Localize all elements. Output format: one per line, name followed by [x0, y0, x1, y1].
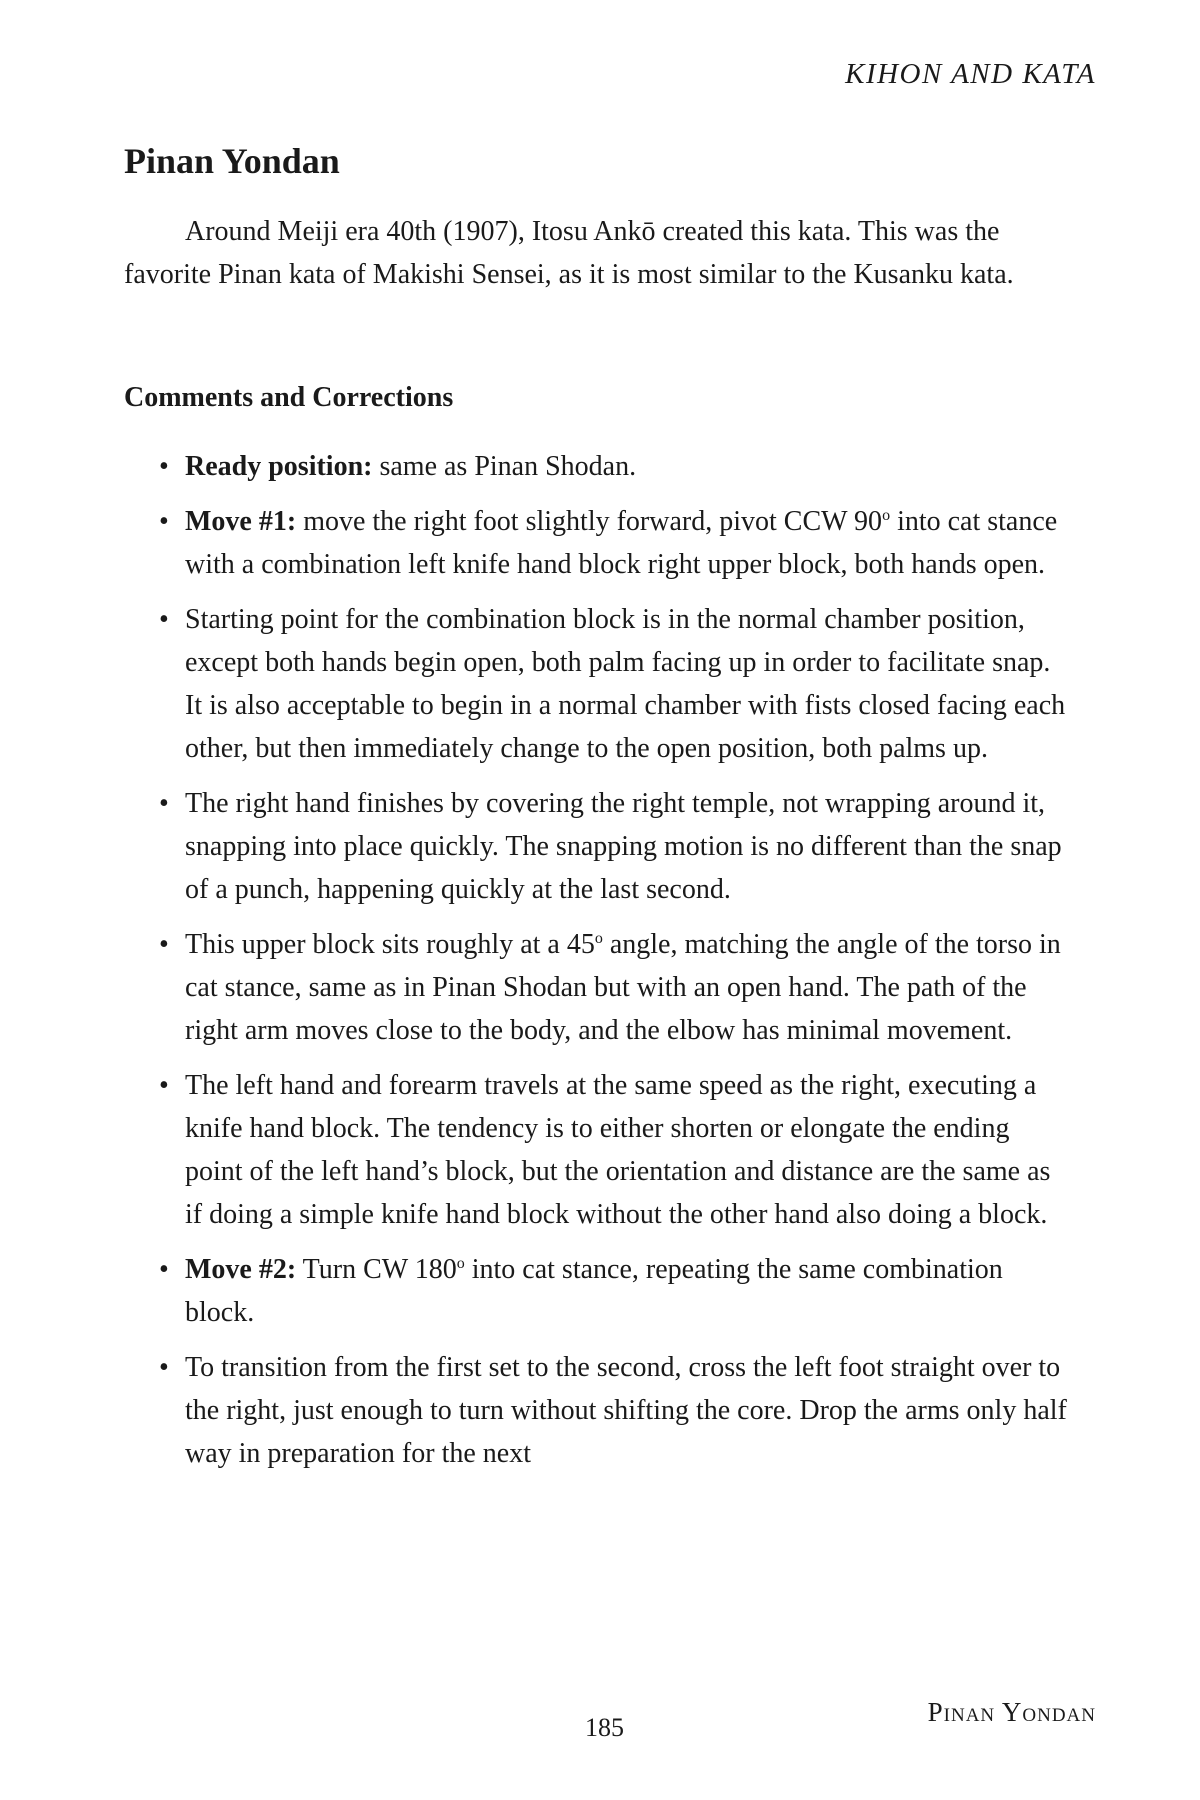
intro-paragraph: Around Meiji era 40th (1907), Itosu Ankō created this kata. This was the favorite Pinan kata of Makishi Sensei, as it is most similar to the Kusanku kata.: [124, 216, 1014, 290]
item-text: Turn CW 180: [296, 1254, 457, 1285]
list-item: [124, 1064, 1069, 1236]
bullet-icon: •: [159, 604, 169, 635]
item-text-continued: into cat stance, repeating the same combination block.: [185, 1254, 1003, 1328]
item-text: This upper block sits roughly at a 45: [185, 929, 595, 960]
bullet-icon: •: [159, 1352, 169, 1383]
list-item: [124, 598, 1069, 770]
list-item: [124, 1248, 1069, 1334]
list-item: [124, 923, 1069, 1052]
page-title: Pinan Yondan: [124, 141, 340, 181]
bullet-icon: •: [159, 788, 169, 819]
section-heading: Comments and Corrections: [124, 382, 454, 413]
item-lead: Move #2:: [185, 1254, 297, 1285]
item-lead: Move #1:: [185, 506, 297, 537]
list-item: [124, 500, 1069, 586]
item-text-continued: angle, matching the angle of the torso in cat stance, same as in Pinan Shodan but with an open hand. The path of the right arm moves close to the body, and the elbow has minimal movement.: [185, 929, 1061, 1046]
list-item: [124, 782, 1069, 911]
item-text: same as Pinan Shodan.: [372, 451, 637, 482]
degree-mark: o: [882, 507, 891, 524]
bullet-icon: •: [159, 451, 169, 482]
item-text: move the right foot slightly forward, pivot CCW 90: [296, 506, 883, 537]
item-text: To transition from the first set to the second, cross the left foot straight over to the right, just enough to turn without shifting the core. Drop the arms only half way in preparation for the next: [185, 1352, 1067, 1469]
corrections-list: [124, 445, 1069, 1487]
page-number: 185: [585, 1713, 624, 1742]
item-text: The left hand and forearm travels at the same speed as the right, executing a knife hand block. The tendency is to either shorten or elongate the ending point of the left hand’s block, but the orientation and distance are the same as if doing a simple knife hand block without the other hand also doing a block.: [185, 1070, 1051, 1230]
list-item: [124, 1346, 1069, 1475]
item-text: The right hand finishes by covering the right temple, not wrapping around it, snapping into place quickly. The snapping motion is no different than the snap of a punch, happening quickly at the last second.: [185, 788, 1062, 905]
running-foot: Pinan Yondan: [927, 1697, 1096, 1727]
degree-mark: o: [594, 930, 603, 947]
bullet-icon: •: [159, 506, 169, 537]
list-item: [124, 445, 1069, 488]
bullet-icon: •: [159, 1254, 169, 1285]
degree-mark: o: [456, 1255, 465, 1272]
item-text-continued: into cat stance with a combination left knife hand block right upper block, both hands open.: [185, 506, 1058, 580]
bullet-icon: •: [159, 929, 169, 960]
item-text: Starting point for the combination block is in the normal chamber position, except both hands begin open, both palm facing up in order to facilitate snap. It is also acceptable to begin in a normal chamber with fists closed facing each other, but then immediately change to the open position, both palms up.: [185, 604, 1066, 764]
bullet-icon: •: [159, 1070, 169, 1101]
item-lead: Ready position:: [185, 451, 373, 482]
running-head: KIHON AND KATA: [845, 58, 1096, 90]
